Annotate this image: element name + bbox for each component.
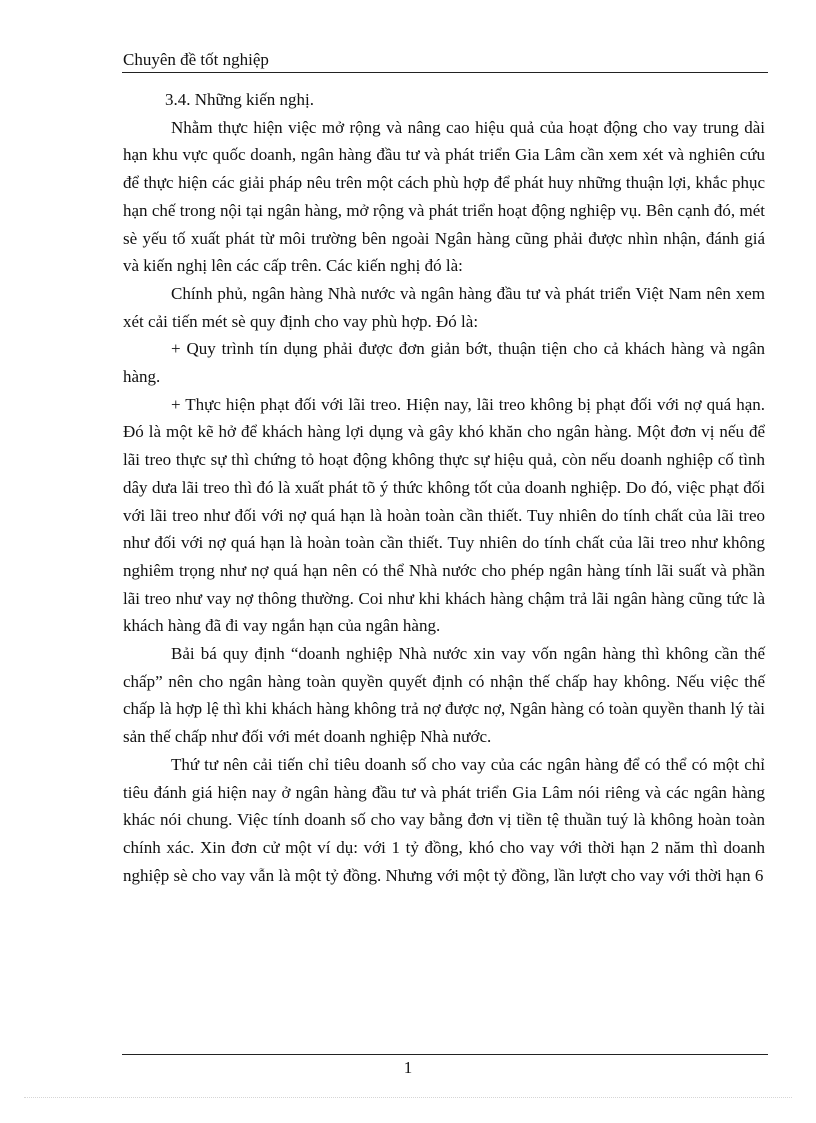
- paragraph: + Quy trình tín dụng phải được đơn giản bớt, thuận tiện cho cả khách hàng và ngân hàng.: [123, 339, 765, 387]
- page-number: 1: [403, 1058, 413, 1077]
- header-divider: [122, 72, 768, 73]
- running-header: Chuyên đề tốt nghiệp: [123, 50, 269, 69]
- paragraph: + Thực hiện phạt đối với lãi treo. Hiện nay, lãi treo không bị phạt đối với nợ quá hạn. Đó là một kẽ hở để khách hàng lợi dụng và gây khó khăn cho ngân hàng. Một đơn vị nếu để lãi treo thực sự thì chứng tỏ hoạt động không thực sự hiệu quả, còn nếu doanh nghiệp cố tình dây dưa lãi treo thì đó là xuất phát tõ ý thức không tốt của doanh nghiệp. Do đó, việc phạt đối với lãi treo như đối với nợ quá hạn là hoàn toàn cần thiết. Tuy nhiên do tính chất của lãi treo như đối với nợ quá hạn là hoàn toàn cần thiết. Tuy nhiên do tính chất của lãi treo như không nghiêm trọng như nợ quá hạn nên có thể Nhà nước cho phép ngân hàng tính lãi suất và phần lãi treo như vay nợ thông thường. Coi như khi khách hàng chậm trả lãi ngân hàng cũng tức là khách hàng đã đi vay ngắn hạn của ngân hàng.: [123, 394, 765, 636]
- section-heading: 3.4. Những kiến nghị.: [165, 90, 314, 109]
- paragraph: Nhằm thực hiện việc mở rộng và nâng cao hiệu quả của hoạt động cho vay trung dài hạn khu vực quốc doanh, ngân hàng đầu tư và phát triển Gia Lâm cần xem xét và nghiên cứu để thực hiện các giải pháp nêu trên một cách phù hợp để phát huy những thuận lợi, khắc phục hạn chế trong nội tại ngân hàng, mở rộng và phát triển hoạt động nghiệp vụ. Bên cạnh đó, mét sè yếu tố xuất phát từ môi trường bên ngoài Ngân hàng cũng phải được nhìn nhận, đánh giá và kiến nghị lên các cấp trên. Các kiến nghị đó là:: [123, 117, 765, 276]
- page-edge-divider: [24, 1097, 792, 1098]
- paragraph: Chính phủ, ngân hàng Nhà nước và ngân hàng đầu tư và phát triển Việt Nam nên xem xét cải tiến mét sè quy định cho vay phù hợp. Đó là:: [123, 283, 765, 331]
- paragraph: Bải bá quy định “doanh nghiệp Nhà nước xin vay vốn ngân hàng thì không cần thế chấp” nên cho ngân hàng toàn quyền quyết định có nhận thế chấp hay không. Nếu việc thế chấp là hợp lệ thì khi khách hàng không trả nợ được nợ, Ngân hàng có toàn quyền thanh lý tài sản thế chấp như đối với mét doanh nghiệp Nhà nước.: [123, 644, 765, 747]
- document-body: [123, 86, 765, 889]
- footer-divider: [122, 1054, 768, 1055]
- paragraph: Thứ tư nên cải tiến chỉ tiêu doanh số cho vay của các ngân hàng để có thể có một chỉ tiêu đánh giá hiện nay ở ngân hàng đầu tư và phát triển Gia Lâm nói riêng và các ngân hàng khác nói chung. Việc tính doanh số cho vay bằng đơn vị tiền tệ thuần tuý là không hoàn toàn chính xác. Xin đơn cử một ví dụ: với 1 tỷ đồng, khó cho vay với thời hạn 2 năm thì doanh nghiệp sè cho vay vẫn là một tỷ đồng. Nhưng với một tỷ đồng, lần lượt cho vay với thời hạn 6: [123, 754, 765, 885]
